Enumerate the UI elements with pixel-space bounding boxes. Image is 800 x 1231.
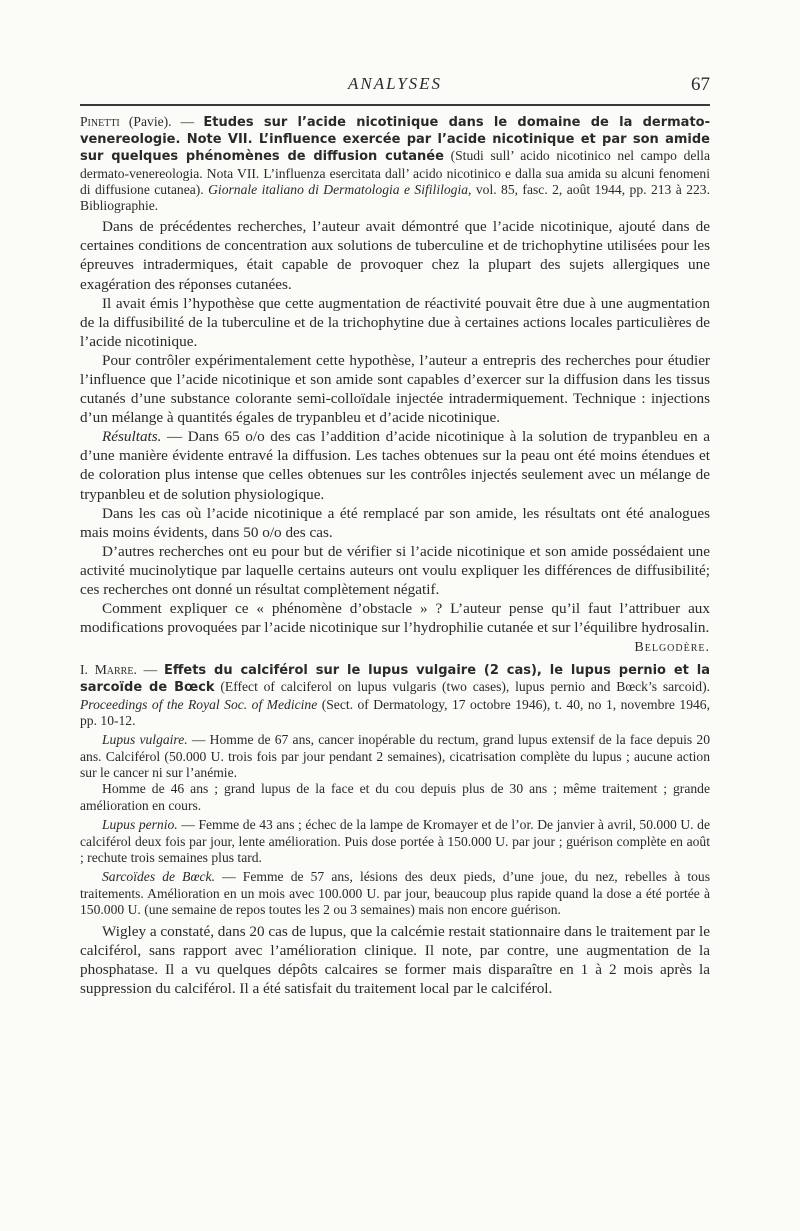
article2-journal: Proceedings of the Royal Soc. of Medicine — [80, 696, 318, 712]
case-text: — Femme de 57 ans, lésions des deux pieds, d’une joue, du nez, rebelles à tous traitements. Amélioration en un mois avec 100.000 U. par jour, beaucoup plus rapide quand la dose a été portée à 150.000 U. (une semaine de repos toutes les 2 ou 3 semaines) mais non encore guérison. — [80, 869, 710, 918]
case-label: Sarcoïdes de Bœck. — [102, 869, 215, 885]
header-rule — [80, 104, 710, 106]
article1-journal: Giornale italiano di Dermatologia e Sifililogia — [208, 181, 469, 197]
article1-author-place: (Pavie). — — [119, 114, 204, 129]
article1-paragraph: D’autres recherches ont eu pour but de vérifier si l’acide nicotinique et son amide possédaient une activité mucinolytique par laquelle certains auteurs ont voulu expliquer les différences de diffusibilité; ces recherches ont donné un résultat complètement négatif. — [80, 542, 710, 598]
case-text: — Homme de 67 ans, cancer inopérable du rectum, grand lupus extensif de la face depuis 20 ans. Calciférol (50.000 U. trois fois par jour pendant 2 semaines), cicatrisation complète du lupus ; aucune action sur le cancer ni sur l’anémie. — [80, 732, 710, 780]
running-title: ANALYSES — [347, 74, 443, 93]
reviewer-signature: Belgodère. — [634, 640, 710, 656]
case-label: Lupus vulgaire. — [102, 732, 188, 748]
article1-paragraph: Pour contrôler expérimentalement cette hypothèse, l’auteur a entrepris des recherches pour étudier l’influence que l’acide nicotinique et son amide sont capables d’exercer sur la diffusion dans les tissus cutanés d’une substance colorante semi-colloïdale injectée intradermiquement. Technique : injections d’un mélange à quantités égales de trypanbleu et d’acide nicotinique. — [80, 351, 710, 427]
article1-heading — [80, 114, 710, 214]
results-label: Résultats. — [102, 428, 162, 446]
article2-author: Marre — [94, 662, 134, 678]
article2-original-reference: (Effect of calciferol on lupus vulgaris (two cases), lupus pernio and Bœck’s sarcoid). — [214, 679, 711, 695]
article2-dash: . — — [133, 662, 164, 678]
case-paragraph — [80, 869, 710, 918]
article2-reference-tail: (Sect. of Dermatology, 17 octobre 1946), t. 40, no 1, novembre 1946, pp. 10-12. — [80, 696, 710, 728]
page-number: 67 — [691, 74, 710, 95]
case-paragraph — [80, 732, 710, 781]
article1-paragraph: Dans de précédentes recherches, l’auteur avait démontré que l’acide nicotinique, ajouté dans de certaines conditions de concentration aux solutions de tuberculine et de trichophytine utilisées pour les épreuves intradermiques, était capable de provoquer chez la plupart des sujets allergiques une exagération des réponses cutanées. — [80, 218, 710, 293]
article2-heading — [80, 662, 710, 729]
article1-paragraph: Dans les cas où l’acide nicotinique a été remplacé par son amide, les résultats ont été analogues mais moins évidents, dans 50 o/o des cas. — [80, 504, 710, 541]
article1-paragraph: Comment expliquer ce « phénomène d’obstacle » ? L’auteur pense qu’il faut l’attribuer aux modifications provoquées par l’acide nicotinique sur l’hydrophilie cutanée et sur l’équilibre hydrosalin. — [80, 600, 710, 637]
article1-paragraph: Il avait émis l’hypothèse que cette augmentation de réactivité pouvait être due à une augmentation de la diffusibilité de la tuberculine et de la trichophytine due à certaines actions locales particulières de l’acide nicotinique. — [80, 294, 710, 350]
article2-closing-paragraph: Wigley a constaté, dans 20 cas de lupus, que la calcémie restait stationnaire dans le traitement par le calciférol, sans rapport avec l’amélioration clinique. Il note, par contre, une augmentation de la phosphatase. Il a vu quelques dépôts calcaires se former mais disparaître en 1 à 2 mois après la suppression du calciférol. Il a été satisfait du traitement local par le calciférol. — [80, 922, 710, 997]
article1-author: Pinetti — [80, 114, 120, 129]
article1-reference-tail: , vol. 85, fasc. 2, août 1944, pp. 213 à 223. Bibliographie. — [80, 181, 710, 214]
article2-title: Effets du calciférol sur le lupus vulgaire (2 cas), le lupus pernio et la sarcoïde de Bœck — [80, 663, 710, 696]
page-header — [80, 74, 710, 102]
case-text: — Femme de 43 ans ; échec de la lampe de Kromayer et de l’or. De janvier à avril, 50.000 U. de calciférol deux fois par jour, lente amélioration. Puis dose portée à 150.000 U. par jour ; guérison complète en août ; rechute trois semaines plus tard. — [80, 817, 710, 865]
case-paragraph — [80, 817, 710, 866]
article2-author-initial: I. — [80, 662, 95, 678]
article1-title: Etudes sur l’acide nicotinique dans le domaine de la dermato-venereologie. Note VII. L’influence exercée par l’acide nicotinique et par son amide sur quelques phénomènes de diffusion cutanée — [80, 115, 710, 165]
case-label: Lupus pernio. — [102, 817, 178, 833]
results-text: — Dans 65 o/o des cas l’addition d’acide nicotinique à la solution de trypanbleu en a d’une manière évidente entravé la diffusion. Les taches obtenues sur la peau ont été moins étendues et de coloration plus intense que celles obtenues sur les contrôles injectés seulement avec un mélange de trypanbleu et de solution physiologique. — [80, 428, 710, 503]
article1-original-reference: (Studi sull’ acido nicotinico nel campo della dermato-venereologia. Nota VII. L’influenza esercitata dall’ acido nicotinico e dalla sua amida su alcuni fenomeni di diffusione cutanea). — [80, 148, 710, 197]
article1-results-paragraph — [80, 427, 710, 503]
page-content — [80, 114, 710, 998]
case-paragraph: Homme de 46 ans ; grand lupus de la face et du cou depuis plus de 30 ans ; même traitement ; grande amélioration en cours. — [80, 781, 710, 813]
